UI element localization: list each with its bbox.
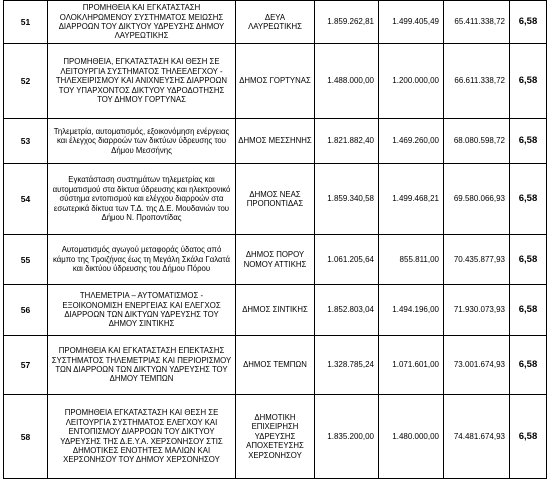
beneficiary: ΔΗΜΟΣ ΣΙΝΤΙΚΗΣ	[236, 285, 315, 336]
score: 6,58	[510, 44, 547, 119]
public-expenditure: 1.071.601,00	[379, 336, 444, 395]
public-expenditure: 1.499.468,21	[379, 164, 444, 235]
row-number: 55	[4, 235, 48, 285]
score: 6,58	[510, 119, 547, 164]
beneficiary: ΔΕΥΑ ΛΑΥΡΕΩΤΙΚΗΣ	[236, 1, 315, 44]
budget-amount: 1.488.000,00	[315, 44, 379, 119]
public-expenditure: 1.469.260,00	[379, 119, 444, 164]
score: 6,58	[510, 336, 547, 395]
projects-table	[3, 0, 547, 479]
budget-amount: 1.859.340,58	[315, 164, 379, 235]
table-row	[4, 395, 547, 479]
project-title: Εγκατάσταση συστημάτων τηλεμετρίας και αυτοματισμού στα δίκτυα ύδρευσης και ηλεκτρονικό σύστημα εντοπισμού και ελέγχου διαρροών στα εσωτερικά δίκτυα των Τ.Δ. της Δ.Ε. Μουδανιών του Δήμου Ν. Προποντίδας	[48, 164, 236, 235]
table-row	[4, 1, 547, 44]
score: 6,58	[510, 395, 547, 479]
row-number: 57	[4, 336, 48, 395]
table-row	[4, 119, 547, 164]
row-number: 54	[4, 164, 48, 235]
row-number: 56	[4, 285, 48, 336]
projects-table-container	[3, 0, 546, 479]
public-expenditure: 855.811,00	[379, 235, 444, 285]
row-number: 51	[4, 1, 48, 44]
table-row	[4, 235, 547, 285]
table-row	[4, 44, 547, 119]
project-title: ΠΡΟΜΗΘΕΙΑ ΚΑΙ ΕΓΚΑΤΑΣΤΑΣΗ ΕΠΕΚΤΑΣΗΣ ΣΥΣΤΗΜΑΤΟΣ ΤΗΛΕΜΕΤΡΙΑΣ ΚΑΙ ΠΕΡΙΟΡΙΣΜΟΥ ΤΩΝ ΔΙΑΡΡΟΩΝ ΤΩΝ ΔΙΚΤΥΩΝ ΥΔΡΕΥΣΗΣ ΤΟΥ ΔΗΜΟΥ ΤΕΜΠΩΝ	[48, 336, 236, 395]
cumulative-amount: 69.580.066,93	[444, 164, 510, 235]
project-title: ΠΡΟΜΗΘΕΙΑ, ΕΓΚΑΤΑΣΤΑΣΗ ΚΑΙ ΘΕΣΗ ΣΕ ΛΕΙΤΟΥΡΓΙΑ ΣΥΣΤΗΜΑΤΟΣ ΤΗΛΕΕΛΕΓΧΟΥ - ΤΗΛΕΧΕΙΡΙΣΜΟΥ ΚΑΙ ΑΝΙΧΝΕΥΣΗΣ ΔΙΑΡΡΟΩΝ ΤΟΥ ΥΠΑΡΧΟΝΤΟΣ ΔΙΚΤΥΟΥ ΥΔΡΟΔΟΤΗΣΗΣ ΤΟΥ ΔΗΜΟΥ ΓΟΡΤΥΝΑΣ	[48, 44, 236, 119]
cumulative-amount: 73.001.674,93	[444, 336, 510, 395]
row-number: 58	[4, 395, 48, 479]
row-number: 52	[4, 44, 48, 119]
cumulative-amount: 68.080.598,72	[444, 119, 510, 164]
beneficiary: ΔΗΜΟΣ ΠΟΡΟΥ ΝΟΜΟΥ ΑΤΤΙΚΗΣ	[236, 235, 315, 285]
budget-amount: 1.061.205,64	[315, 235, 379, 285]
beneficiary: ΔΗΜΟΣ ΝΕΑΣ ΠΡΟΠΟΝΤΙΔΑΣ	[236, 164, 315, 235]
cumulative-amount: 65.411.338,72	[444, 1, 510, 44]
project-title: Τηλεμετρία, αυτοματισμός, εξοικονόμηση ενέργειας και έλεγχος διαρροών των δικτύων ύδρευσης του Δήμου Μεσσήνης	[48, 119, 236, 164]
project-title: ΠΡΟΜΗΘΕΙΑ ΚΑΙ ΕΓΚΑΤΑΣΤΑΣΗ ΟΛΟΚΛΗΡΩΜΕΝΟΥ ΣΥΣΤΗΜΑΤΟΣ ΜΕΙΩΣΗΣ ΔΙΑΡΡΟΩΝ ΤΟΥ ΔΙΚΤΥΟΥ ΥΔΡΕΥΣΗΣ ΔΗΜΟΥ ΛΑΥΡΕΩΤΙΚΗΣ	[48, 1, 236, 44]
table-row	[4, 336, 547, 395]
score: 6,58	[510, 164, 547, 235]
cumulative-amount: 74.481.674,93	[444, 395, 510, 479]
budget-amount: 1.821.882,40	[315, 119, 379, 164]
cumulative-amount: 71.930.073,93	[444, 285, 510, 336]
project-title: ΤΗΛΕΜΕΤΡΙΑ – ΑΥΤΟΜΑΤΙΣΜΟΣ - ΕΞΟΙΚΟΝΟΜΙΣΗ ΕΝΕΡΓΕΙΑΣ ΚΑΙ ΕΛΕΓΧΟΣ ΔΙΑΡΡΟΩΝ ΤΩΝ ΔΙΚΤΥΩΝ ΥΔΡΕΥΣΗΣ ΤΟΥ ΔΗΜΟΥ ΣΙΝΤΙΚΗΣ	[48, 285, 236, 336]
public-expenditure: 1.480.000,00	[379, 395, 444, 479]
beneficiary: ΔΗΜΟΣ ΜΕΣΣΗΝΗΣ	[236, 119, 315, 164]
score: 6,58	[510, 285, 547, 336]
score: 6,58	[510, 1, 547, 44]
budget-amount: 1.859.262,81	[315, 1, 379, 44]
public-expenditure: 1.494.196,00	[379, 285, 444, 336]
budget-amount: 1.835.200,00	[315, 395, 379, 479]
row-number: 53	[4, 119, 48, 164]
project-title: ΠΡΟΜΗΘΕΙΑ ΕΓΚΑΤΑΣΤΑΣΗ ΚΑΙ ΘΕΣΗ ΣΕ ΛΕΙΤΟΥΡΓΙΑ ΣΥΣΤΗΜΑΤΟΣ ΕΛΕΓΧΟΥ ΚΑΙ ΕΝΤΟΠΙΣΜΟΥ ΔΙΑΡΡΟΩΝ ΤΟΥ ΔΙΚΤΥΟΥ ΥΔΡΕΥΣΗΣ ΤΗΣ Δ.Ε.Υ.Α. ΧΕΡΣΟΝΗΣΟΥ ΣΤΙΣ ΔΗΜΟΤΙΚΕΣ ΕΝΟΤΗΤΕΣ ΜΑΛΙΩΝ ΚΑΙ ΧΕΡΣΟΝΗΣΟΥ ΤΟΥ ΔΗΜΟΥ ΧΕΡΣΟΝΗΣΟΥ	[48, 395, 236, 479]
cumulative-amount: 66.611.338,72	[444, 44, 510, 119]
table-row	[4, 164, 547, 235]
public-expenditure: 1.200.000,00	[379, 44, 444, 119]
cumulative-amount: 70.435.877,93	[444, 235, 510, 285]
public-expenditure: 1.499.405,49	[379, 1, 444, 44]
project-title: Αυτοματισμός αγωγού μεταφοράς ύδατος από κάμπο της Τροιζήνας έως τη Μεγάλη Σκάλα Γαλατά και δικτύου ύδρευσης του Δήμου Πόρου	[48, 235, 236, 285]
beneficiary: ΔΗΜΟΤΙΚΗ ΕΠΙΧΕΙΡΗΣΗ ΥΔΡΕΥΣΗΣ ΑΠΟΧΕΤΕΥΣΗΣ ΧΕΡΣΟΝΗΣΟΥ	[236, 395, 315, 479]
score: 6,58	[510, 235, 547, 285]
beneficiary: ΔΗΜΟΣ ΓΟΡΤΥΝΑΣ	[236, 44, 315, 119]
beneficiary: ΔΗΜΟΣ ΤΕΜΠΩΝ	[236, 336, 315, 395]
budget-amount: 1.852.803,04	[315, 285, 379, 336]
table-row	[4, 285, 547, 336]
budget-amount: 1.328.785,24	[315, 336, 379, 395]
